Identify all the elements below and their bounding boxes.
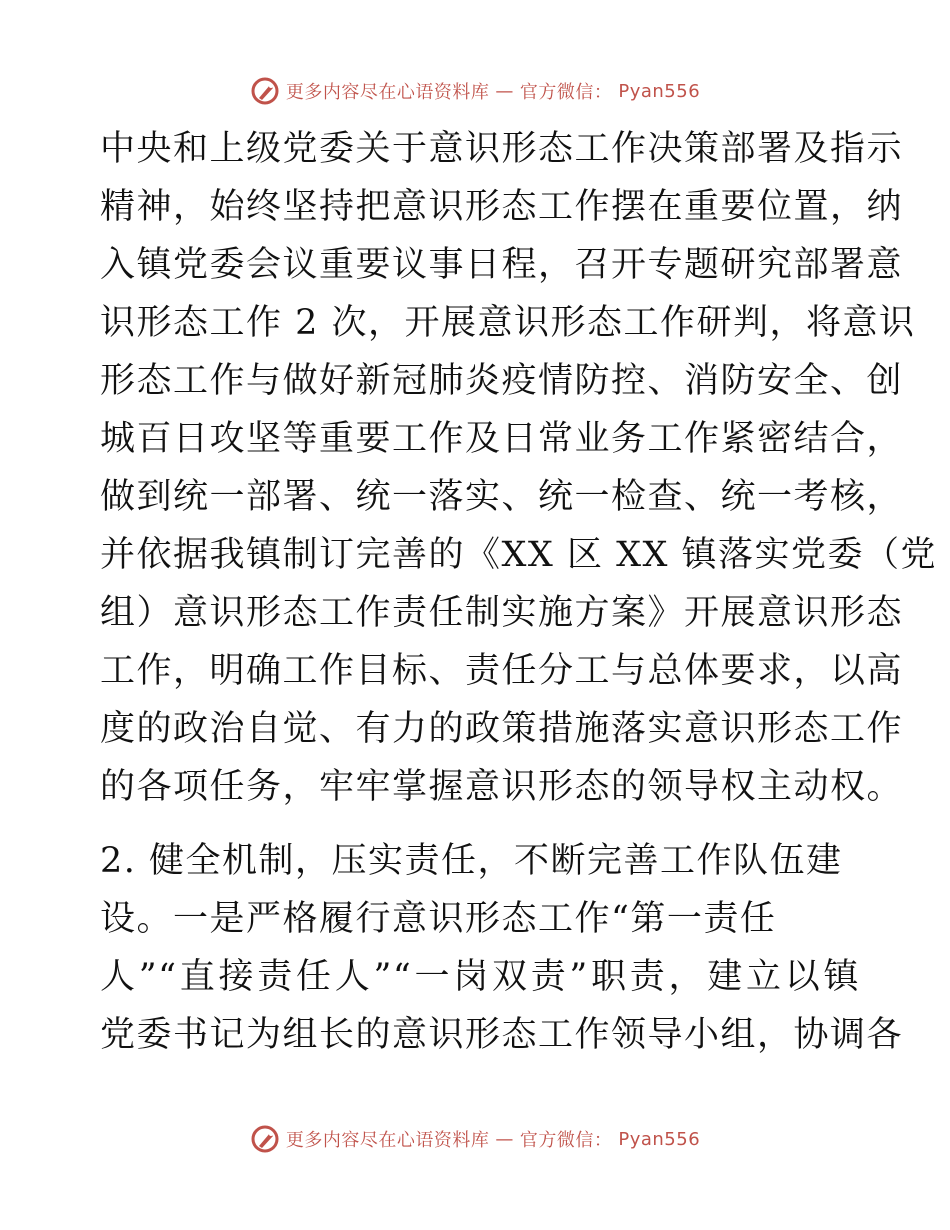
watermark-account: Pyan556 [618, 80, 701, 102]
text-line: 度的政治自觉、有力的政策措施落实意识形态工作 [100, 709, 904, 749]
text-line: 入镇党委会议重要议事日程，召开专题研究部署意 [100, 245, 904, 285]
paragraph-gap [100, 816, 860, 832]
text-line: 2. 健全机制，压实责任，不断完善工作队伍建 [100, 841, 843, 881]
text-line: 做到统一部署、统一落实、统一检查、统一考核， [100, 477, 904, 517]
text-line: 人”“直接责任人”“一岗双责”职责，建立以镇 [100, 957, 860, 997]
text-line: 工作，明确工作目标、责任分工与总体要求，以高 [100, 651, 904, 691]
watermark-separator: — [495, 80, 514, 102]
text-line: 设。一是严格履行意识形态工作“第一责任 [100, 899, 777, 939]
text-line: 组）意识形态工作责任制实施方案》开展意识形态 [100, 593, 904, 633]
footer-watermark [0, 1124, 950, 1154]
watermark-account: Pyan556 [618, 1128, 701, 1150]
paragraph-1 [100, 120, 938, 816]
watermark-label: 官方微信： [519, 82, 613, 103]
header-watermark [0, 76, 950, 106]
text-line: 中央和上级党委关于意识形态工作决策部署及指示 [100, 129, 904, 169]
text-line: 党委书记为组长的意识形态工作领导小组，协调各 [100, 1015, 904, 1055]
text-line: 城百日攻坚等重要工作及日常业务工作紧密结合， [100, 419, 904, 459]
watermark-text: 更多内容尽在心语资料库 [285, 1130, 490, 1151]
text-line: 并依据我镇制订完善的《XX 区 XX 镇落实党委（党 [100, 535, 938, 575]
text-line: 识形态工作 2 次，开展意识形态工作研判，将意识 [100, 303, 916, 343]
fountain-pen-seal-icon [250, 76, 280, 106]
text-line: 形态工作与做好新冠肺炎疫情防控、消防安全、创 [100, 361, 904, 401]
paragraph-2 [100, 832, 904, 1064]
document-body [100, 120, 938, 1064]
text-line: 精神，始终坚持把意识形态工作摆在重要位置，纳 [100, 187, 904, 227]
watermark-label: 官方微信： [519, 1130, 613, 1151]
watermark-separator: — [495, 1128, 514, 1150]
watermark-text: 更多内容尽在心语资料库 [285, 82, 490, 103]
fountain-pen-seal-icon [250, 1124, 280, 1154]
text-line: 的各项任务，牢牢掌握意识形态的领导权主动权。 [100, 767, 904, 807]
